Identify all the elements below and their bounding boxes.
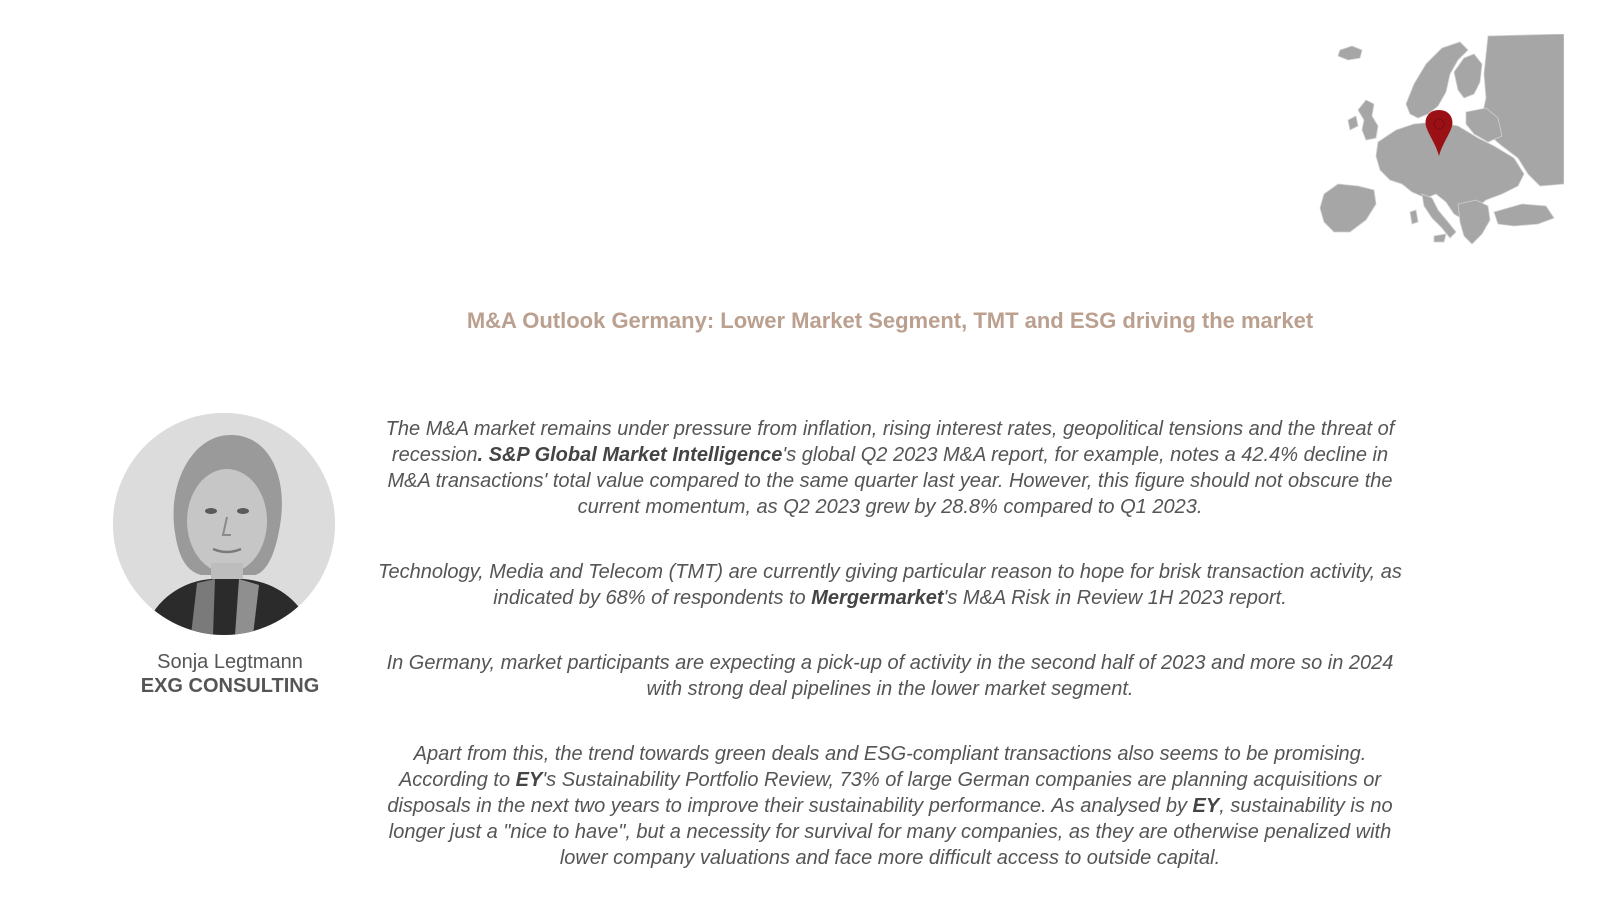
paragraph-4-text-e: , sustainability is no longer just a "nice to have", but a necessity for survival for many companies, as they are otherwise penalized with lower company valuations and face more difficult access to outside capital. xyxy=(388,795,1393,869)
author-name: Sonja Legtmann xyxy=(157,651,303,673)
paragraph-4 xyxy=(370,741,1410,871)
author-portrait xyxy=(113,413,335,635)
paragraph-3-text: In Germany, market participants are expecting a pick-up of activity in the second half of 2023 and more so in 2024 with strong deal pipelines in the lower market segment. xyxy=(386,652,1394,700)
author-company: EXG CONSULTING xyxy=(140,675,320,697)
paragraph-4-text-a: Apart from this, the trend towards green deals and ESG-compliant transactions also seems to be promising. According to xyxy=(398,743,1367,791)
europe-map-icon xyxy=(1318,34,1564,248)
paragraph-2-text-a: Technology, Media and Telecom (TMT) are currently giving particular reason to hope for brisk transaction activity, as indicated by 68% of respondents to xyxy=(378,561,1402,609)
paragraph-2-text-c: 's M&A Risk in Review 1H 2023 report. xyxy=(943,587,1287,609)
paragraph-1-text-a: The M&A market remains under pressure from inflation, rising interest rates, geopolitical tensions and the threat of recession xyxy=(385,418,1395,466)
source-sp-global: . S&P Global Market Intelligence xyxy=(477,444,783,466)
article-title: M&A Outlook Germany: Lower Market Segment, TMT and ESG driving the market xyxy=(466,308,1314,333)
source-ey: EY xyxy=(515,769,543,791)
source-mergermarket: Mergermarket xyxy=(811,587,944,609)
paragraph-3 xyxy=(370,650,1410,702)
source-ey-2: EY xyxy=(1192,795,1220,817)
paragraph-4-text-c: 's Sustainability Portfolio Review, 73% of large German companies are planning acquisitions or disposals in the next two years to improve their sustainability performance. As analysed by xyxy=(387,769,1382,817)
paragraph-1-text-c: 's global Q2 2023 M&A report, for example, notes a 42.4% decline in M&A transactions' total value compared to the same quarter last year. However, this figure should not obscure the current momentum, as Q2 2023 grew by 28.8% compared to Q1 2023. xyxy=(387,444,1393,518)
article-body xyxy=(370,416,1410,871)
paragraph-1 xyxy=(370,416,1410,520)
paragraph-2 xyxy=(370,559,1410,611)
